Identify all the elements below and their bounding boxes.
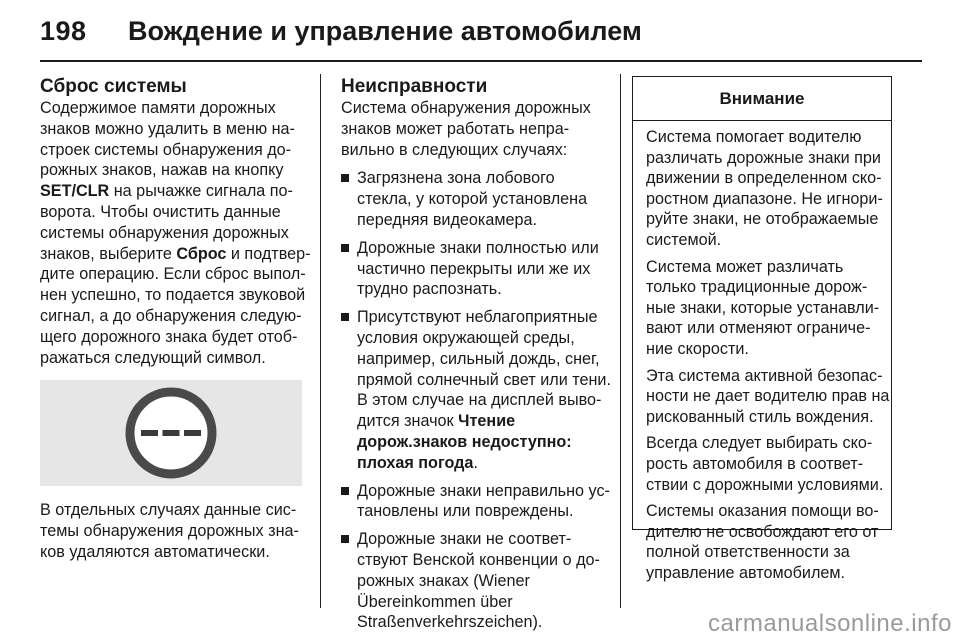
bullet-icon — [341, 174, 349, 182]
symbol-illustration — [40, 380, 302, 486]
column-divider — [320, 74, 321, 608]
text-line: знаков можно удалить в меню на- — [40, 119, 295, 138]
text-fragment: знаков, выберите — [40, 244, 177, 263]
text-line: Всегда следует выбирать ско- — [646, 434, 873, 453]
text-line: руйте знаки, не отображаемые — [646, 210, 879, 229]
text-fragment: и подтвер- — [226, 244, 311, 263]
section-heading-reset: Сброс системы — [40, 76, 187, 97]
text-line: Дорожные знаки не соответ- — [357, 530, 572, 549]
text-fragment: дится значок — [357, 412, 459, 431]
reset-menu-item-name: Сброс — [176, 244, 227, 263]
text-line: Straßenverkehrszeichen). — [357, 613, 543, 632]
bullet-icon — [341, 313, 349, 321]
text-line: Система помогает водителю — [646, 128, 862, 146]
text-line: Дорожные знаки неправильно ус- — [357, 481, 610, 500]
text-line: дите операцию. Если сброс выпол- — [40, 265, 306, 284]
text-line: В отдельных случаях данные сис- — [40, 501, 297, 520]
text-line: системы обнаружения дорожных — [40, 223, 289, 242]
text-line: системой. — [646, 230, 722, 249]
list-item — [341, 481, 611, 523]
text-line: ствуют Венской конвенции о до- — [357, 550, 600, 569]
notice-title: Внимание — [633, 77, 891, 121]
text-line: В этом случае на дисплей выво- — [357, 391, 602, 410]
text-line: передняя видеокамера. — [357, 210, 537, 229]
malfunction-list — [341, 168, 611, 633]
text-line: рожных знаках (Wiener — [357, 571, 530, 590]
column-malfunctions — [341, 76, 611, 640]
text-line: Дорожные знаки полностью или — [357, 238, 599, 257]
text-line: трудно распознать. — [357, 280, 502, 299]
display-message-text: дорож.знаков недоступно: — [357, 432, 572, 451]
text-line — [40, 244, 311, 265]
text-line: управление автомобилем. — [646, 563, 846, 582]
text-line: ворота. Чтобы очистить данные — [40, 202, 281, 221]
text-line: Системы оказания помощи во- — [646, 502, 879, 521]
watermark: carmanualsonline.info — [708, 610, 952, 637]
text-line: рожных знаков, нажав на кнопку — [40, 161, 284, 180]
notice-body — [633, 121, 891, 583]
text-line: Содержимое памяти дорожных — [40, 99, 276, 117]
auto-delete-paragraph — [40, 500, 308, 562]
page-number: 198 — [40, 16, 87, 46]
text-line: полной ответственности за — [646, 543, 850, 562]
section-heading-malfunctions: Неисправности — [341, 76, 488, 97]
text-line: знаков может работать непра- — [341, 119, 570, 138]
malfunctions-intro — [341, 98, 611, 160]
column-divider — [620, 74, 621, 608]
page-header — [40, 10, 920, 56]
list-item — [341, 307, 611, 473]
text-line: Загрязнена зона лобового — [357, 169, 555, 188]
text-line: рискованный стиль вождения. — [646, 407, 874, 426]
text-line: ражаться следующий символ. — [40, 348, 266, 367]
text-line — [357, 411, 611, 432]
text-line: ков удаляются автоматически. — [40, 542, 270, 561]
list-item — [341, 529, 611, 633]
text-line: ности не дает водителю прав на — [646, 387, 890, 406]
text-line: нен успешно, то подается звуковой — [40, 286, 306, 305]
text-line — [357, 453, 611, 474]
bullet-icon — [341, 535, 349, 543]
notice-paragraph — [646, 501, 891, 583]
text-line — [40, 181, 308, 202]
text-fragment: . — [473, 453, 478, 472]
text-line: дителю не освобождают его от — [646, 522, 879, 541]
text-line: Система обнаружения дорожных — [341, 99, 591, 117]
text-line: Присутствуют неблагоприятные — [357, 308, 598, 327]
text-line: вильно в следующих случаях: — [341, 140, 568, 159]
text-line: строек системы обнаружения до- — [40, 140, 292, 159]
text-line: рость автомобиля в соответ- — [646, 454, 864, 473]
text-line: сигнал, а до обнаружения следую- — [40, 306, 302, 325]
text-line: тановлены или повреждены. — [357, 502, 574, 521]
text-line: Übereinkommen über — [357, 592, 513, 611]
display-message-text: Чтение — [458, 412, 516, 431]
text-line: темы обнаружения дорожных зна- — [40, 522, 299, 541]
bullet-icon — [341, 244, 349, 252]
text-line: условия окружающей среды, — [357, 328, 575, 347]
text-line: например, сильный дождь, снег, — [357, 349, 600, 368]
page-title: Вождение и управление автомобилем — [128, 16, 642, 46]
text-line: частично перекрыты или же их — [357, 259, 591, 278]
list-item — [341, 168, 611, 230]
text-line: ние скорости. — [646, 339, 749, 358]
text-line: вают или отменяют ограниче- — [646, 319, 871, 338]
text-line: движении в определенном ско- — [646, 169, 882, 188]
text-line: стекла, у которой установлена — [357, 190, 588, 209]
notice-paragraph — [646, 257, 891, 360]
text-line: различать дорожные знаки при — [646, 148, 881, 167]
text-fragment: на рычажке сигнала по- — [109, 182, 293, 201]
notice-box — [632, 76, 892, 582]
notice-paragraph — [646, 433, 891, 495]
list-item — [341, 238, 611, 300]
no-traffic-sign-data-icon — [121, 383, 221, 483]
text-line: Система может различать — [646, 257, 844, 276]
text-line: щего дорожного знака будет отоб- — [40, 327, 298, 346]
header-rule — [40, 60, 922, 62]
display-message-text: плохая погода — [357, 453, 474, 472]
text-line: ростном диапазоне. Не игнори- — [646, 189, 883, 208]
text-line: Эта система активной безопас- — [646, 366, 883, 385]
text-line: ные знаки, которые устанавли- — [646, 298, 880, 317]
text-line: только традиционные дорож- — [646, 278, 868, 297]
text-line: ствии с дорожными условиями. — [646, 475, 884, 494]
bullet-icon — [341, 487, 349, 495]
notice-paragraph — [646, 127, 891, 251]
column-reset-system — [40, 76, 311, 563]
reset-paragraph — [40, 98, 311, 368]
set-clr-button-name: SET/CLR — [40, 182, 110, 201]
notice-paragraph — [646, 366, 891, 428]
text-line: прямой солнечный свет или тени. — [357, 370, 611, 389]
